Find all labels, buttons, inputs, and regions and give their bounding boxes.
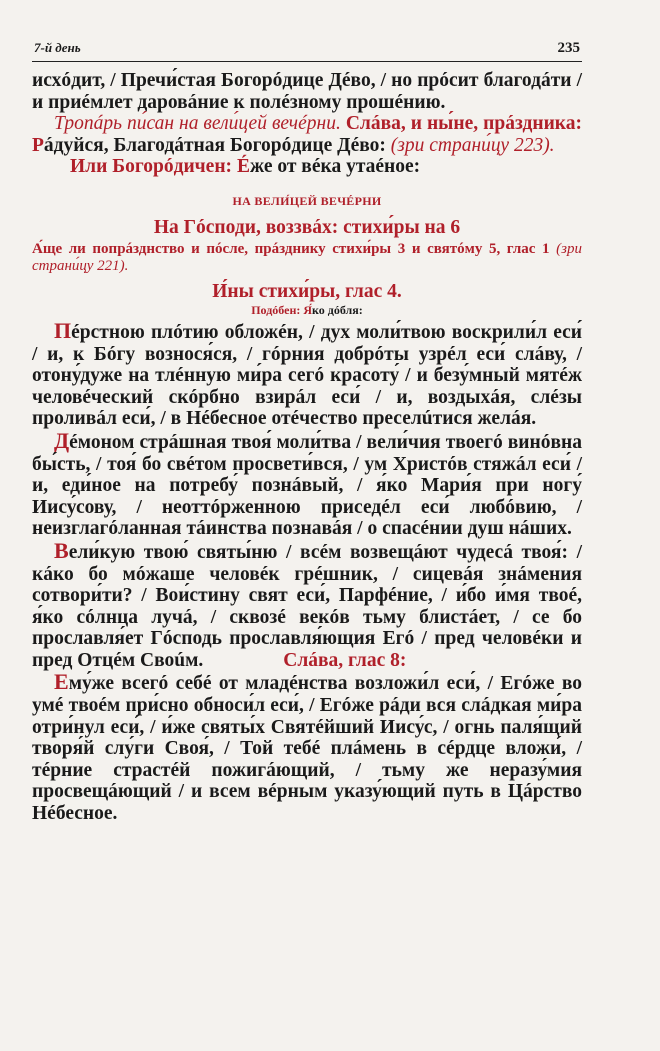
theotokion-line xyxy=(32,156,582,178)
opening-paragraph: исхóдит, / Пречи́стая Богорóдице Дéво, / но прóсит благодáти / и приéмлет даровáние к полéзному прошéнию. xyxy=(32,70,582,113)
lord-i-call-rubric: На Гóсподи, воззвáх: xyxy=(153,216,339,238)
sticheron-1 xyxy=(32,317,582,430)
sticheron-3-initial: В xyxy=(54,537,69,563)
podoben-line xyxy=(32,303,582,318)
sticheron-2 xyxy=(32,427,582,540)
sticheron-2-text: éмоном стрáшная твоя́ моли́тва / вели́чия твоегó винóвна бы́сть, / тоя́ бо свéтом просвети́вся, / ум Христóв стяжáл еси́ / и, еди́ное на потребу́ познáвый, / я́ко Мари́я при ногу́ Иису́сову, / неоттóрженною приседéл еси́ любóвию, / неизглагóланная тáинства познавáя / о спасéнии душ нáших. xyxy=(32,431,582,540)
forefeast-note xyxy=(32,241,582,275)
troparion-reference: (зри страни́цу 223). xyxy=(390,134,555,156)
glory-now-rubric: Слáва, и ны́не, прáздника: xyxy=(345,113,582,135)
running-title: 7-й день xyxy=(34,40,81,55)
sticheron-3 xyxy=(32,537,582,672)
podoben-initial: Я́ xyxy=(303,302,313,317)
troparion-text: áдуйся, Благодáтная Богорóдице Дéво: xyxy=(43,134,386,156)
sticheron-2-initial: Д xyxy=(54,427,70,453)
glory-sticheron-text: му́же всегó себé от младéнства возложи́л еси́, / Егóже во умé твоéм при́сно обноси́л еси́, / Егóже рáди вся слáдкая ми́ра отри́нул еси́, / и́же святы́х Святéйший Иису́с, / огнь паля́щий творя́й слу́ги Своя́, / Той тебé плáмень в сéрдце вложи́, / тéрние страстéй пожигáющий, / тьму же неразу́мия просвещáющий / и всем вéрным указу́ющий путь в Цáрство Нéбесное. xyxy=(32,673,582,825)
forefeast-note-text: А́ще ли попрáзднство и пóсле, прáзднику стихи́ры 3 и святóму 5, глас 1 xyxy=(32,240,550,257)
theotokion-initial: É xyxy=(236,156,250,178)
theotokion-text: же от вéка утаéное: xyxy=(249,156,421,178)
glory-tone-heading: Слáва, глас 8: xyxy=(283,649,407,671)
stichera-count-rubric: стихи́ры на 6 xyxy=(343,216,461,238)
sticheron-1-initial: П xyxy=(54,317,72,343)
glory-sticheron xyxy=(32,671,582,824)
podoben-label: Подóбен: xyxy=(251,302,301,317)
troparion-rubric: Тропáрь пи́сан на вели́цей вечéрни. xyxy=(54,113,341,135)
troparion-paragraph xyxy=(32,113,582,156)
lord-i-call-heading xyxy=(32,217,582,239)
other-stichera-title: И́ны стихи́ры, глас 4. xyxy=(212,280,402,302)
sticheron-1-text: éрстною плóтию обложéн, / дух моли́твою воскрили́л еси́ / и, к Бóгу вознося́ся, / гóрния добрóты узрéл еси́ слáву, / отону́дуже на тлéнную ми́ра сегó красоту́ / и безу́мный мятéж человéческий скóрбно взирáл еси́ / и, воздыхáя, слéзы проливáл еси́, / в Нéбесное отéчество преселúтися желáя. xyxy=(32,321,582,430)
page-header xyxy=(32,40,582,62)
glory-sticheron-initial: Е xyxy=(54,669,69,695)
theotokion-rubric: Или Богорóдичен: xyxy=(70,156,233,178)
section-title: НА ВЕЛИ́ЦЕЙ ВЕЧÉРНИ xyxy=(232,193,382,208)
sticheron-3-text: ели́кую твою́ святы́ню / всéм возвещáют чудесá твоя́: / кáко бо мóжаше человéк грéшник, / сицевáя знáмения сотвори́ти? / Вои́стину свят еси́, Парфéние, / и́бо и́мя твоé, я́ко сóлнца лучá, / сквозé векóв тьму блистáет, / се бо прославля́ет Гóсподь прославля́ющия Егó / пред человéки и пред Отцéм Своúм. xyxy=(32,541,582,671)
page-number: 235 xyxy=(557,40,580,56)
troparion-initial: Р xyxy=(32,134,44,156)
podoben-text: ко дóбля: xyxy=(312,302,363,317)
forefeast-note-reference: (зри страни́цу 221). xyxy=(32,240,582,274)
